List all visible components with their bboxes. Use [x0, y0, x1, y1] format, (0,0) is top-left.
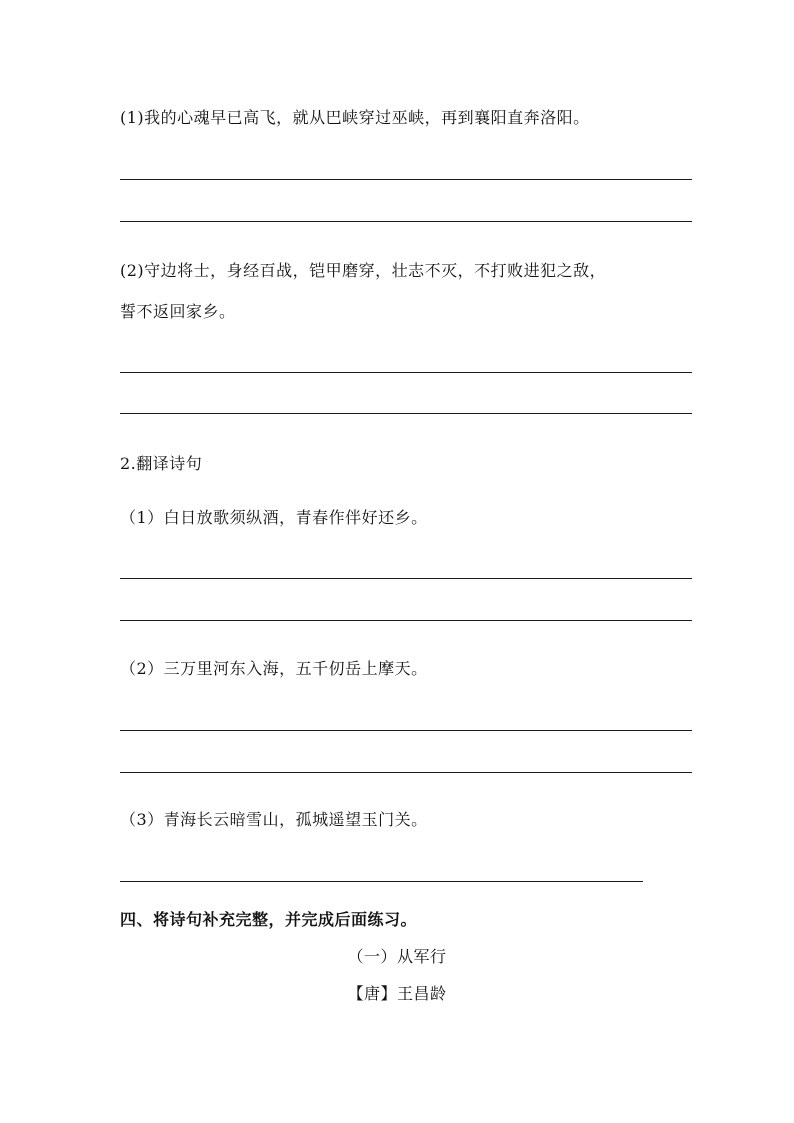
- answer-line[interactable]: [120, 730, 692, 731]
- answer-line[interactable]: [120, 881, 643, 882]
- answer-line[interactable]: [120, 179, 692, 180]
- question-2-1: （1）白日放歌须纵酒，青春作伴好还乡。: [120, 508, 428, 527]
- answer-line[interactable]: [120, 772, 692, 773]
- question-2-2: （2）三万里河东入海，五千仞岳上摩天。: [120, 659, 428, 678]
- poem-title: （一）从军行: [347, 947, 447, 966]
- answer-line[interactable]: [120, 620, 692, 621]
- question-2-title: 2.翻译诗句: [120, 454, 203, 473]
- answer-line[interactable]: [120, 413, 692, 414]
- question-1-1: (1)我的心魂早已高飞，就从巴峡穿过巫峡，再到襄阳直奔洛阳。: [120, 108, 590, 127]
- answer-line[interactable]: [120, 578, 692, 579]
- question-2-3: （3）青海长云暗雪山，孤城遥望玉门关。: [120, 810, 428, 829]
- answer-line[interactable]: [120, 221, 692, 222]
- poem-author: 【唐】王昌龄: [347, 984, 447, 1003]
- question-1-2-line1: (2)守边将士，身经百战，铠甲磨穿，壮志不灭，不打败进犯之敌，: [120, 261, 607, 280]
- section-4-heading: 四、将诗句补充完整，并完成后面练习。: [120, 910, 418, 929]
- question-1-2-line2: 誓不返回家乡。: [120, 302, 236, 321]
- answer-line[interactable]: [120, 372, 692, 373]
